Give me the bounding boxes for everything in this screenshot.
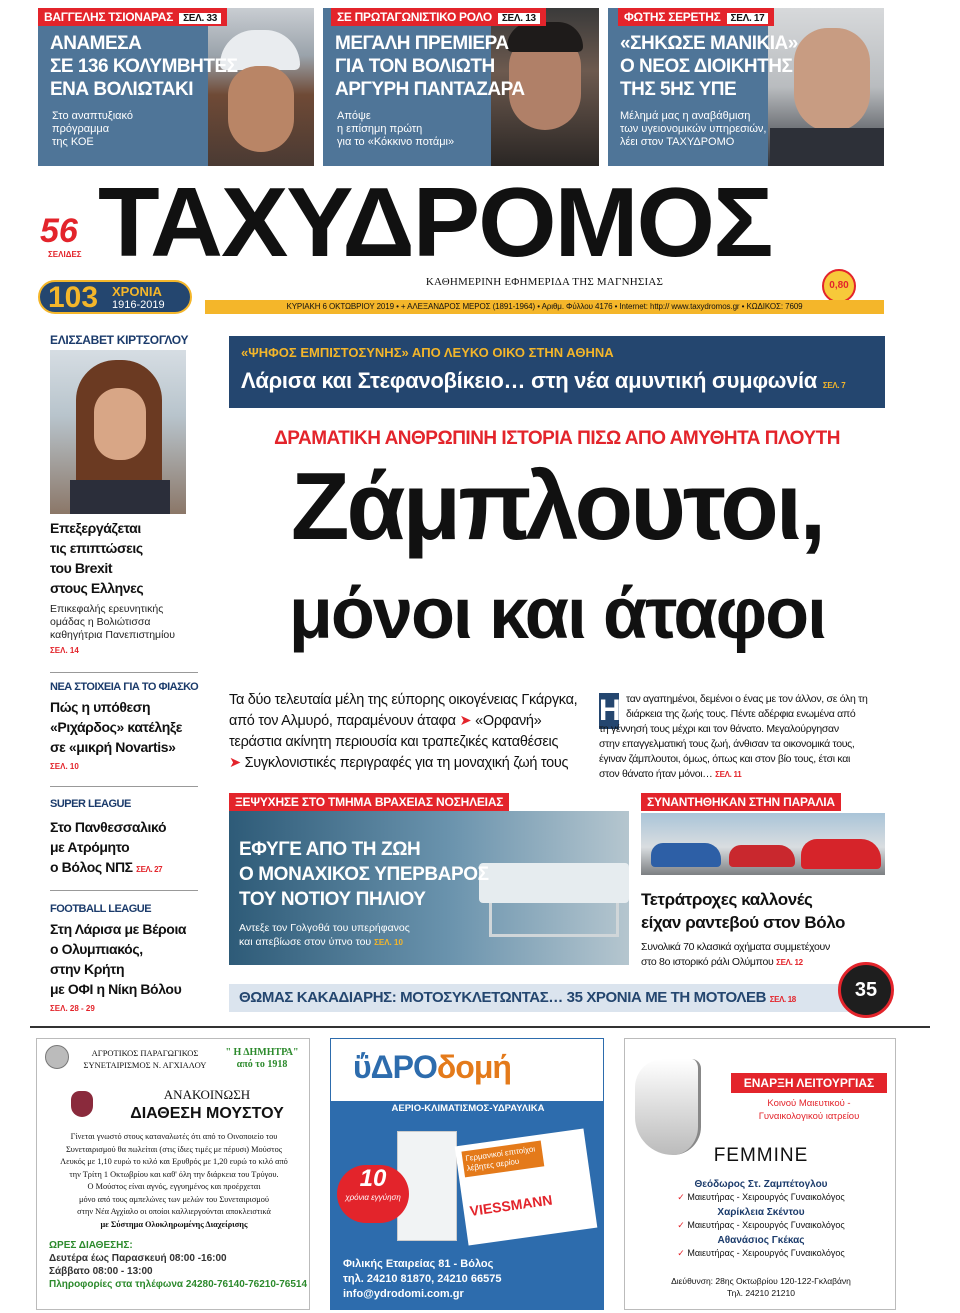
sidebar-photo (50, 350, 186, 514)
years-label: ΧΡΟΝΙΑ (112, 284, 162, 299)
coin-icon (45, 1045, 69, 1069)
logo: ΰΔΡΟδομή (353, 1049, 511, 1085)
moto-badge: 35 (838, 962, 894, 1018)
pages-count: 56 (40, 212, 78, 250)
page-ref: ΣΕΛ. 14 (50, 646, 79, 655)
hospital-story[interactable] (229, 793, 629, 965)
masthead-subtitle: ΚΑΘΗΜΕΡΙΝΗ ΕΦΗΜΕΡΙΔΑ ΤΗΣ ΜΑΓΝΗΣΙΑΣ (425, 276, 664, 288)
bed-frame (489, 903, 619, 937)
moto-strip[interactable] (229, 984, 849, 1012)
pages-label: ΣΕΛΙΔΕΣ (48, 250, 82, 259)
face-shape (94, 388, 146, 460)
price-badge: 0,80 (822, 269, 856, 303)
hospital-headline: ΕΦΥΓΕ ΑΠΟ ΤΗ ΖΩΗ Ο ΜΟΝΑΧΙΚΟΣ ΥΠΕΡΒΑΡΟΣ ΤΟΥ ΝΟΤΙΟΥ ΠΗΛΙΟΥ (239, 839, 489, 910)
page-ref: ΣΕΛ. 7 (822, 381, 846, 390)
teaser-tag: ΣΕ ΠΡΩΤΑΓΩΝΙΣΤΙΚΟ ΡΟΛΟ ΣΕΛ. 13 (331, 8, 546, 26)
sidebar-kicker: ΝΕΑ ΣΤΟΙΧΕΙΑ ΓΙΑ ΤΟ ΦΙΑΣΚΟ (50, 681, 199, 693)
cars-sub: Συνολικά 70 κλασικά οχήματα συμμετέχουν στο 8ο ιστορικό ράλι Ολύμπου ΣΕΛ. 12 (641, 941, 830, 968)
brand: " Η ΔΗΜΗΤΡΑ" από το 1918 (225, 1047, 299, 1070)
lead-kicker: ΔΡΑΜΑΤΙΚΗ ΑΝΘΡΩΠΙΝΗ ΙΣΤΟΡΙΑ ΠΙΣΩ ΑΠΟ ΑΜΥΘΗΤΑ ΠΛΟΥΤΗ (274, 428, 840, 449)
divider (50, 890, 198, 891)
face-shape (228, 66, 294, 152)
teaser-title: ΑΝΑΜΕΣΑ ΣΕ 136 ΚΟΛΥΜΒΗΤΕΣ ΕΝΑ ΒΟΛΙΩΤΑΚΙ (50, 33, 238, 100)
sidebar-kicker: FOOTBALL LEAGUE (50, 903, 152, 915)
ad3-title-bar: ΕΝΑΡΞΗ ΛΕΙΤΟΥΡΓΙΑΣ (731, 1073, 887, 1093)
car-shape (651, 843, 721, 867)
teaser-director[interactable] (608, 8, 884, 166)
lead-deck: Τα δύο τελευταία μέλη της εύπορης οικογένειας Γκάργκα, από τον Αλμυρό, παραμένουν άταφα ➤ «Ορφανή» τεράστια ακίνητη περιουσία και τραπεζικές καταθέσεις ➤ Συγκλονιστικές περιγραφές για τη μοναχική ζωή τους (229, 692, 578, 771)
shirt-shape (70, 480, 170, 514)
ad-femmine[interactable] (624, 1038, 896, 1310)
moto-headline: ΘΩΜΑΣ ΚΑΚΑΔΙΑΡΗΣ: ΜΟΤΟΣΥΚΛΕΤΩΝΤΑΣ… 35 ΧΡΟΝΙΑ ΜΕ ΤΗ ΜΟΤΟΛΕΒ ΣΕΛ. 18 (239, 989, 796, 1006)
sidebar-story-novartis[interactable]: Πώς η υπόθεση «Ριχάρδος» κατέληξε σε «μικρή Novartis» (50, 699, 182, 755)
hospital-kicker: ΞΕΨΥΧΗΣΕ ΣΤΟ ΤΜΗΜΑ ΒΡΑΧΕΙΑΣ ΝΟΣΗΛΕΙΑΣ (229, 793, 509, 811)
ad3-sub: Κοινού Μαιευτικού - Γυναικολογικού ιατρείου (758, 1098, 860, 1122)
lead-headline-2[interactable]: μόνοι και άταφοι (288, 574, 826, 654)
page-ref: ΣΕΛ. 27 (136, 865, 163, 874)
years-badge (38, 280, 192, 314)
page-ref: ΣΕΛ. 17 (727, 13, 769, 24)
jacket-shape (770, 128, 884, 166)
top-story-headline: Λάρισα και Στεφανοβίκειο… στη νέα αμυντική συμφωνία ΣΕΛ. 7 (241, 368, 846, 393)
silhouette-icon (635, 1059, 701, 1155)
warranty-badge: 10 χρόνια εγγύηση (337, 1165, 409, 1223)
page-ref: ΣΕΛ. 11 (715, 770, 742, 779)
lead-body-cont: τη γέννησή τους μέχρι και τον θάνατο. Μεγαλούργησαν στην επαγγελματική τους ζωή, άνθισαν τα οικονομικά τους, έγιναν ζάμπλουτοι, όμως, όπως και στον βίο τους, έτσι και στον θάνατο ήταν μόνοι… ΣΕΛ. 11 (599, 723, 855, 780)
dropcap: Η (599, 694, 621, 727)
car-shape (729, 845, 795, 867)
doctors: Θεόδωρος Στ. Ζαμπέτογλου ✓ Μαιευτήρας - Χειρουργός Γυναικολόγος Χαρίκλεια Σκέντου ✓ Μαιευτήρας - Χειρουργός Γυναικολόγος Αθανάσιος Γκέκας ✓ Μαιευτήρας - Χειρουργός Γυναικολόγος (677, 1179, 845, 1258)
page-ref: ΣΕΛ. 33 (179, 13, 221, 24)
promo-brand: VIESSMANN (468, 1191, 554, 1219)
teaser-tag: ΦΩΤΗΣ ΣΕΡΕΤΗΣ ΣΕΛ. 17 (618, 8, 774, 26)
teaser-premiere[interactable] (323, 8, 599, 166)
sidebar-story-footballleague[interactable]: Στη Λάρισα με Βέροια ο Ολυμπιακός, στην Κρήτη με ΟΦΙ η Νίκη Βόλου (50, 921, 187, 997)
sidebar-brexit-text: Επικεφαλής ερευνητικής ομάδας η Βολιώτισσα καθηγήτρια Πανεπιστημίου (50, 603, 175, 641)
hospital-sub: Αντεξε τον Γολγοθά του υπερήφανος και απεβίωσε στον ύπνο του ΣΕΛ. 10 (239, 922, 410, 948)
car-shape (801, 839, 881, 869)
teaser-sub: Απόψε η επίσημη πρώτη για το «Κόκκινο ποτάμι» (337, 110, 455, 148)
years-range: 1916-2019 (112, 299, 165, 311)
grapes-icon (71, 1091, 93, 1117)
tagline: ΑΕΡΙΟ-ΚΛΙΜΑΤΙΣΜΟΣ-ΥΔΡΑΥΛΙΚΑ (391, 1103, 545, 1114)
teaser-swimmer[interactable] (38, 8, 314, 166)
page-ref: ΣΕΛ. 12 (776, 958, 803, 967)
newspaper-title[interactable]: ΤΑΧΥΔΡΟΜΟΣ (98, 167, 772, 277)
bullet-icon: ➤ (459, 713, 472, 729)
ad2-contact: Φιλικής Εταιρείας 81 - Βόλος τηλ. 24210 81870, 24210 66575 info@ydrodomi.com.gr (343, 1258, 502, 1300)
page-ref: ΣΕΛ. 28 - 29 (50, 1004, 95, 1013)
lead-headline-1[interactable]: Ζάμπλουτοι, (290, 453, 824, 560)
cars-kicker: ΣΥΝΑΝΤΗΘΗΚΑΝ ΣΤΗΝ ΠΑΡΑΛΙΑ (641, 793, 841, 811)
teaser-tag: ΒΑΓΓΕΛΗΣ ΤΣΙΟΝΑΡΑΣ ΣΕΛ. 33 (38, 8, 227, 26)
teaser-sub: Στο αναπτυξιακό πρόγραμμα της ΚΟΕ (52, 110, 134, 148)
face-shape (794, 28, 870, 132)
years-number: 103 (48, 281, 99, 314)
ad-title: ΔΙΑΘΕΣΗ ΜΟΥΣΤΟΥ (130, 1105, 284, 1122)
sidebar-name: ΕΛΙΣΣΑΒΕΤ ΚΙΡΤΣΟΓΛΟΥ (50, 333, 189, 347)
divider (50, 786, 198, 787)
promo-text: Γερμανικοί επιτοίχοι λέβητες αερίου (461, 1141, 544, 1178)
hours: ΩΡΕΣ ΔΙΑΘΕΣΗΣ: Δευτέρα έως Παρασκευή 08:00 -16:00 Σάββατο 08:00 - 13:00 Πληροφορίες στα τηλέφωνα 24280-76140-76210-76514 (49, 1240, 308, 1290)
ad3-address: Διεύθυνση: 28ης Οκτωβρίου 120-122-Γκλαβάνη Τηλ. 24210 21210 (671, 1276, 851, 1298)
top-story-kicker: «ΨΗΦΟΣ ΕΜΠΙΣΤΟΣΥΝΗΣ» ΑΠΟ ΛΕΥΚΟ ΟΙΚΟ ΣΤΗΝ ΑΘΗΝΑ (241, 345, 614, 360)
info-bar: ΚΥΡΙΑΚΗ 6 ΟΚΤΩΒΡΙΟΥ 2019 • + ΑΛΕΞΑΝΔΡΟΣ ΜΕΡΟΣ (1891-1964) • Αριθμ. Φύλλου 4176 • Internet: http:// www.taxydromos.gr • ΚΩΔΙΚΟΣ: 7609 (205, 300, 884, 314)
announcement: ΑΝΑΚΟΙΝΩΣΗ (163, 1087, 251, 1102)
ad3-brand: FEMMINE (713, 1145, 809, 1166)
sidebar-story-superleague[interactable]: Στο Πανθεσσαλικό με Ατρόμητο ο Βόλος ΝΠΣ ΣΕΛ. 27 (50, 819, 167, 875)
ads-divider (30, 1026, 930, 1028)
sidebar-kicker: SUPER LEAGUE (50, 798, 131, 810)
lead-body: ταν αγαπημένοι, δεμένοι ο ένας με τον άλλον, σε όλη τη διάρκεια της ζωής τους. Πέντε αδέρφια ενωμένα από (626, 693, 868, 720)
page-ref: ΣΕΛ. 13 (498, 13, 540, 24)
page-ref: ΣΕΛ. 18 (769, 995, 796, 1004)
bullet-icon: ➤ (229, 755, 241, 771)
teaser-title: «ΣΗΚΩΣΕ ΜΑΝΙΚΙΑ» Ο ΝΕΟΣ ΔΙΟΙΚΗΤΗΣ ΤΗΣ 5ΗΣ ΥΠΕ (620, 33, 798, 100)
top-story-box[interactable] (229, 336, 885, 408)
cars-headline[interactable]: Τετράτροχες καλλονές είχαν ραντεβού στον Βόλο (641, 890, 846, 932)
divider (50, 672, 198, 673)
ad-body: Γίνεται γνωστό στους καταναλωτές ότι από το Οινοποιείο του Συνεταιρισμού θα πωλείται (στις ίδιες τιμές με πέρυσι) Μούστος Λευκός με 1,10 ευρώ το κιλό και Ερυθρός με 1,20 ευρώ το κιλό από την Τρίτη 1 Οκτωβρίου και καθ' όλη την διάρκεια του Τρύγου. Ο Μούστος είναι αγνός, εγγυημένος και προέρχεται μόνο από τους αμπελώνες των μελών του Συνεταιρισμού στην Νέα Αγχίαλο οι οποίοι καλλιεργούνται αποκλειστικά με Σύστημα Ολοκληρωμένης Διαχείρισης (60, 1132, 288, 1229)
page-ref: ΣΕΛ. 10 (50, 762, 79, 771)
ad-ydrodomi[interactable] (330, 1038, 604, 1310)
ad-must[interactable] (36, 1038, 310, 1310)
bed-shape (479, 863, 629, 903)
teaser-sub: Μέλημά μας η αναβάθμιση των υγειονομικών υπηρεσιών, λέει στον ΤΑΧΥΔΡΟΜΟ (620, 110, 767, 148)
page-ref: ΣΕΛ. 10 (374, 938, 403, 947)
promo-card (455, 1128, 598, 1245)
sidebar-story-brexit[interactable]: Επεξεργάζεται τις επιπτώσεις του Brexit στους Ελληνες (50, 520, 144, 596)
org-name: ΑΓΡΟΤΙΚΟΣ ΠΑΡΑΓΩΓΙΚΟΣ ΣΥΝΕΤΑΙΡΙΣΜΟΣ Ν. ΑΓΧΙΑΛΟΥ (83, 1048, 207, 1070)
teaser-title: ΜΕΓΑΛΗ ΠΡΕΜΙΕΡΑ ΓΙΑ ΤΟΝ ΒΟΛΙΩΤΗ ΑΡΓΥΡΗ ΠΑΝΤΑΖΑΡΑ (335, 33, 525, 100)
